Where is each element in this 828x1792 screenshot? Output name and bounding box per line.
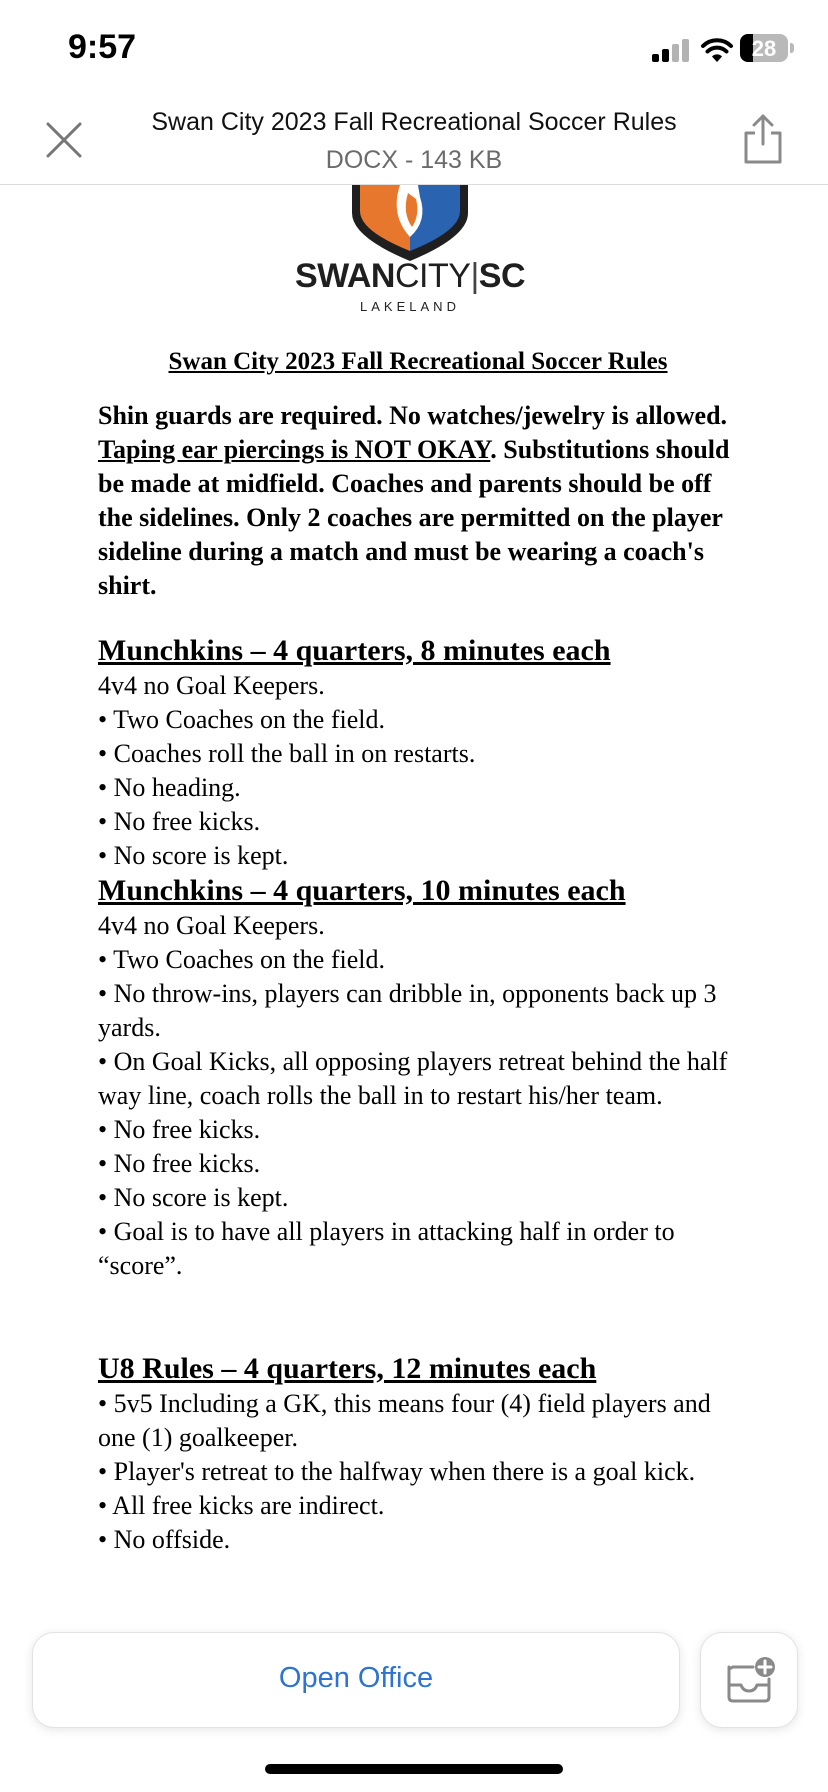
rule-line: 4v4 no Goal Keepers. (98, 671, 325, 700)
rule-line: • No score is kept. (98, 841, 289, 870)
rule-line: • No throw-ins, players can dribble in, opponents back up 3 yards. (98, 979, 717, 1042)
rule-line: • 5v5 Including a GK, this means four (4) field players and one (1) goalkeeper. (98, 1389, 711, 1452)
rule-line: • Coaches roll the ball in on restarts. (98, 739, 476, 768)
rule-line: • No free kicks. (98, 1115, 261, 1144)
cellular-signal-icon (652, 38, 692, 62)
document-file-info: DOCX - 143 KB (325, 146, 503, 174)
battery-level: 28 (751, 36, 777, 61)
rule-line: • No heading. (98, 773, 241, 802)
rule-line: • All free kicks are indirect. (98, 1491, 385, 1520)
section-heading-u8: U8 Rules – 4 quarters, 12 minutes each (98, 1352, 597, 1385)
logo-wordmark: SWANCITY|SC (294, 257, 526, 295)
rule-line: • Player's retreat to the halfway when there is a goal kick. (98, 1457, 696, 1486)
status-time: 9:57 (68, 28, 137, 66)
document-heading: Swan City 2023 Fall Recreational Soccer Rules (168, 348, 668, 375)
mail-attachment-button[interactable] (700, 1632, 798, 1728)
rule-line: 4v4 no Goal Keepers. (98, 911, 325, 940)
open-in-office-button[interactable] (32, 1632, 680, 1728)
share-icon[interactable] (740, 112, 786, 166)
rule-line: • No free kicks. (98, 807, 261, 836)
rule-line: • On Goal Kicks, all opposing players retreat behind the half way line, coach rolls the ball in to restart his/her team. (98, 1047, 728, 1110)
battery-nub (790, 43, 794, 53)
rule-line: • Two Coaches on the field. (98, 945, 385, 974)
section-heading-munchkins-10: Munchkins – 4 quarters, 10 minutes each (98, 874, 626, 907)
logo-subtext: LAKELAND (360, 299, 460, 314)
document-viewer[interactable] (0, 185, 828, 1792)
rule-line: • No free kicks. (98, 1149, 261, 1178)
home-indicator (265, 1764, 563, 1774)
document-header (0, 96, 828, 185)
rule-line: • Goal is to have all players in attacking half in order to “score”. (98, 1217, 675, 1280)
wifi-icon (700, 36, 734, 64)
open-in-office-label: Open Office (278, 1662, 434, 1694)
document-title: Swan City 2023 Fall Recreational Soccer Rules (151, 108, 677, 136)
rule-line: • No offside. (98, 1525, 231, 1554)
rule-line: • No score is kept. (98, 1183, 289, 1212)
intro-paragraph: Shin guards are required. No watches/jewelry is allowed. Taping ear piercings is NOT OKAY. Substitutions should be made at midfield. Coaches and parents should be off the sidelines. Only 2 coaches are permitted on the player sideline during a match and must be wearing a coach's shirt. (98, 401, 730, 600)
close-icon[interactable] (40, 116, 88, 164)
battery-icon (740, 34, 788, 62)
rule-line: • Two Coaches on the field. (98, 705, 385, 734)
status-bar (0, 0, 828, 96)
document-body (98, 345, 738, 1725)
mail-add-icon (701, 1633, 797, 1727)
section-heading-munchkins-8: Munchkins – 4 quarters, 8 minutes each (98, 634, 611, 667)
